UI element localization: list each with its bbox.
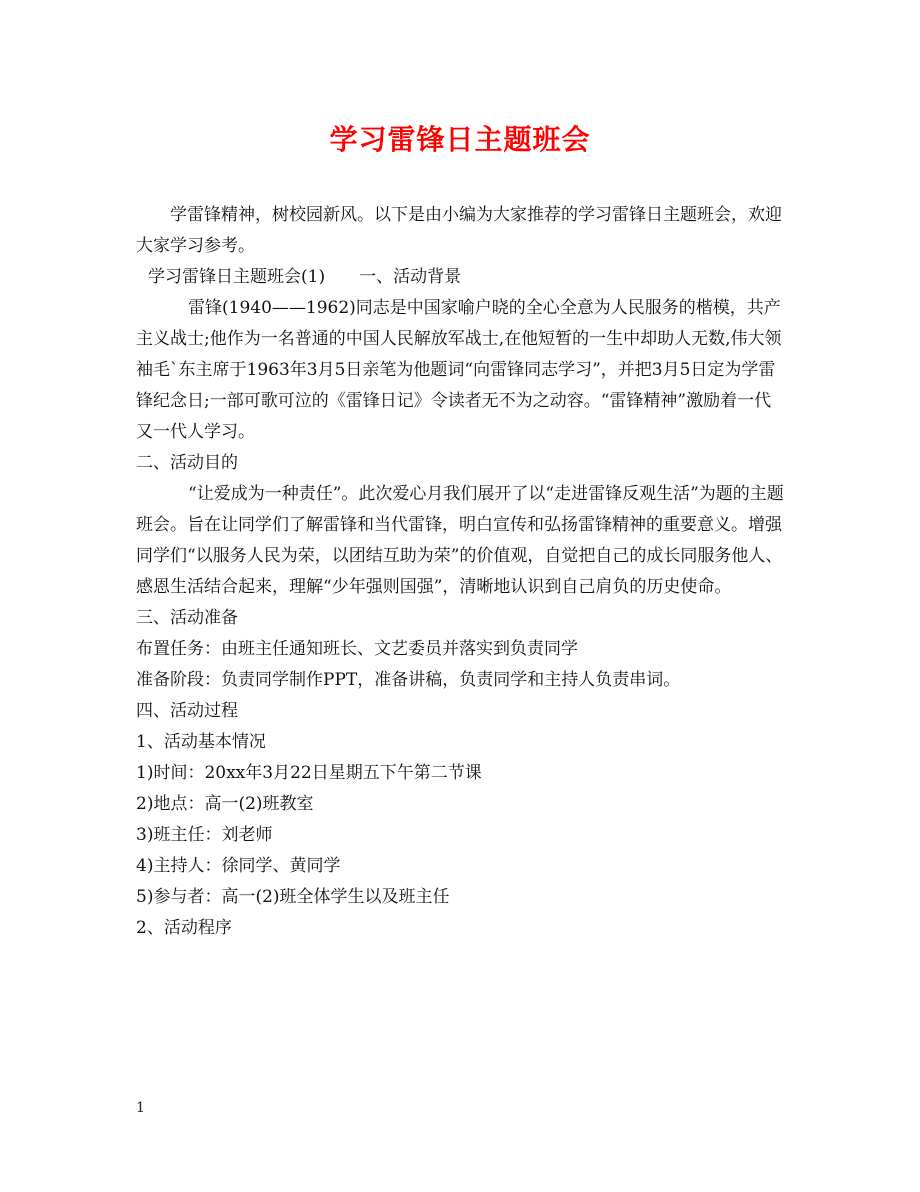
process-heading: 四、活动过程	[136, 701, 238, 721]
section-1-heading: 学习雷锋日主题班会(1) 一、活动背景	[148, 267, 462, 287]
document-title: 学习雷锋日主题班会	[329, 123, 591, 156]
teacher-item: 3)班主任：刘老师	[136, 825, 273, 845]
goal-paragraph: “让爱成为一种责任”。此次爱心月我们展开了以“走进雷锋反观生活”为题的主题班会。旨在让同学们了解雷锋和当代雷锋，明白宣传和弘扬雷锋精神的重要意义。增强同学们“以服务人民为荣，以团结互助为荣”的价值观，自觉把自己的成长同服务他人、感恩生活结合起来，理解“少年强则国强”，清晰地认识到自己肩负的历史使命。	[136, 484, 784, 597]
page-number: 1	[136, 1100, 145, 1116]
intro-paragraph: 学雷锋精神，树校园新风。以下是由小编为大家推荐的学习雷锋日主题班会，欢迎大家学习参考。	[136, 205, 782, 256]
prep-stage: 准备阶段：负责同学制作PPT，准备讲稿，负责同学和主持人负责串词。	[136, 670, 681, 690]
document-body	[136, 200, 786, 944]
basic-info-heading: 1、活动基本情况	[136, 732, 266, 752]
place-item: 2)地点：高一(2)班教室	[136, 794, 314, 814]
time-item: 1)时间：20xx年3月22日星期五下午第二节课	[136, 763, 482, 783]
host-item: 4)主持人：徐同学、黄同学	[136, 856, 341, 876]
participants-item: 5)参与者：高一(2)班全体学生以及班主任	[136, 887, 450, 907]
background-paragraph: 雷锋(1940——1962)同志是中国家喻户晓的全心全意为人民服务的楷模，共产主义战士;他作为一名普通的中国人民解放军战士,在他短暂的一生中却助人无数,伟大领袖毛`东主席于1963年3月5日亲笔为他题词“向雷锋同志学习”，并把3月5日定为学雷锋纪念日;一部可歌可泣的《雷锋日记》令读者无不为之动容。“雷锋精神”激励着一代又一代人学习。	[136, 298, 782, 442]
goal-heading: 二、活动目的	[136, 453, 238, 473]
prep-heading: 三、活动准备	[136, 608, 238, 628]
program-heading: 2、活动程序	[136, 918, 232, 938]
prep-task: 布置任务：由班主任通知班长、文艺委员并落实到负责同学	[136, 639, 578, 659]
